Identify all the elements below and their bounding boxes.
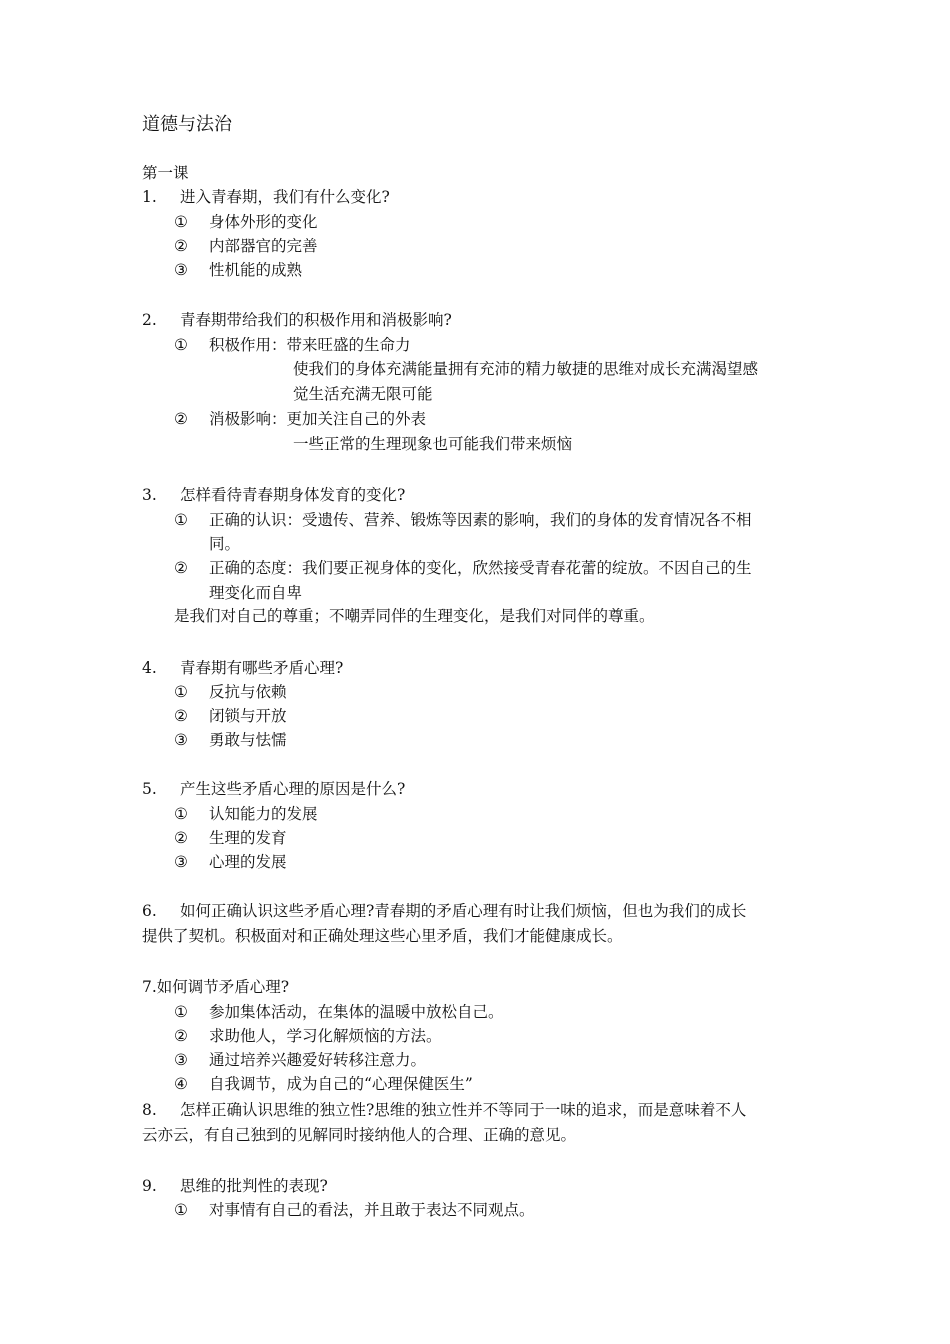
question-number: 5.: [142, 780, 157, 798]
list-item-continuation: 理变化而自卑: [209, 584, 303, 602]
question-number: 9.: [142, 1177, 157, 1195]
question-number: 6.: [142, 902, 157, 920]
list-marker: ①: [174, 1201, 188, 1219]
list-item: 认知能力的发展: [209, 805, 318, 823]
list-item: 正确的认识：受遗传、营养、锻炼等因素的影响，我们的身体的发育情况各不相: [209, 511, 752, 529]
list-marker: ③: [174, 731, 188, 749]
list-item: 通过培养兴趣爱好转移注意力。: [209, 1051, 427, 1069]
list-marker: ③: [174, 1051, 188, 1069]
list-item: 积极作用：带来旺盛的生命力: [209, 336, 411, 354]
list-item: 消极影响：更加关注自己的外表: [209, 410, 427, 428]
list-item: 自我调节，成为自己的“心理保健医生”: [209, 1075, 473, 1093]
paragraph-text: 是我们对自己的尊重；不嘲弄同伴的生理变化，是我们对同伴的尊重。: [174, 607, 655, 625]
list-item-continuation: 同。: [209, 535, 241, 553]
question-text: 产生这些矛盾心理的原因是什么?: [180, 780, 406, 798]
paragraph-text: 怎样正确认识思维的独立性?思维的独立性并不等同于一味的追求，而是意味着不人: [180, 1101, 747, 1119]
list-marker: ②: [174, 829, 188, 847]
list-item: 内部器官的完善: [209, 237, 318, 255]
list-item: 对事情有自己的看法，并且敢于表达不同观点。: [209, 1201, 535, 1219]
list-marker: ④: [174, 1075, 188, 1093]
list-item: 闭锁与开放: [209, 707, 287, 725]
list-marker: ③: [174, 261, 188, 279]
question-number: 8.: [142, 1101, 157, 1119]
question-text: 思维的批判性的表现?: [180, 1177, 328, 1195]
list-marker: ②: [174, 559, 188, 577]
list-item-continuation: 使我们的身体充满能量拥有充沛的精力敏捷的思维对成长充满渴望感: [293, 360, 759, 378]
question-number: 1.: [142, 188, 157, 206]
list-marker: ①: [174, 213, 188, 231]
question-number: 3.: [142, 486, 157, 504]
list-item: 心理的发展: [209, 853, 287, 871]
question-text: 怎样看待青春期身体发育的变化?: [180, 486, 406, 504]
list-item: 生理的发育: [209, 829, 287, 847]
list-item: 求助他人，学习化解烦恼的方法。: [209, 1027, 442, 1045]
list-item-continuation: 一些正常的生理现象也可能我们带来烦恼: [293, 435, 573, 453]
question-text: 青春期有哪些矛盾心理?: [180, 659, 344, 677]
paragraph-text: 如何正确认识这些矛盾心理?青春期的矛盾心理有时让我们烦恼，但也为我们的成长: [180, 902, 747, 920]
list-marker: ①: [174, 683, 188, 701]
list-marker: ①: [174, 1003, 188, 1021]
list-marker: ②: [174, 410, 188, 428]
list-marker: ①: [174, 336, 188, 354]
list-marker: ②: [174, 237, 188, 255]
list-item: 性机能的成熟: [209, 261, 303, 279]
list-item: 身体外形的变化: [209, 213, 318, 231]
list-item: 勇敢与怯懦: [209, 731, 287, 749]
question-number: 4.: [142, 659, 157, 677]
question-number: 2.: [142, 311, 157, 329]
question-text: 青春期带给我们的积极作用和消极影响?: [180, 311, 452, 329]
question-text: 7.如何调节矛盾心理?: [142, 978, 290, 996]
lesson-heading: 第一课: [142, 164, 189, 182]
paragraph-text: 云亦云，有自己独到的见解同时接纳他人的合理、正确的意见。: [142, 1126, 577, 1144]
question-text: 进入青春期，我们有什么变化?: [180, 188, 390, 206]
list-marker: ②: [174, 1027, 188, 1045]
list-marker: ①: [174, 511, 188, 529]
list-item: 参加集体活动，在集体的温暖中放松自己。: [209, 1003, 504, 1021]
list-marker: ①: [174, 805, 188, 823]
list-item: 正确的态度：我们要正视身体的变化，欣然接受青春花蕾的绽放。不因自己的生: [209, 559, 752, 577]
list-marker: ②: [174, 707, 188, 725]
list-item-continuation: 觉生活充满无限可能: [293, 385, 433, 403]
list-marker: ③: [174, 853, 188, 871]
list-item: 反抗与依赖: [209, 683, 287, 701]
document-title: 道德与法治: [142, 114, 232, 135]
paragraph-text: 提供了契机。积极面对和正确处理这些心里矛盾，我们才能健康成长。: [142, 927, 623, 945]
